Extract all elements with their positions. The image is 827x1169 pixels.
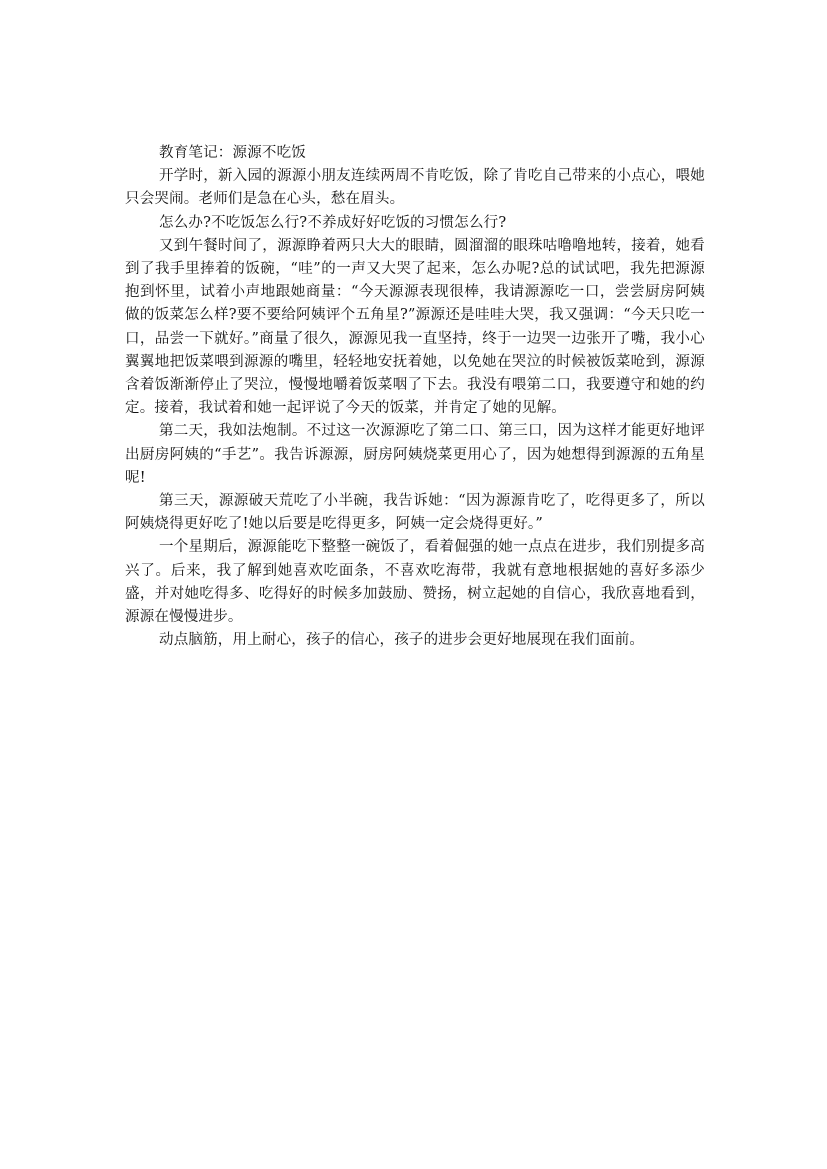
paragraph-4: 第二天，我如法炮制。不过这一次源源吃了第二口、第三口，因为这样才能更好地评出厨房阿姨的“手艺”。我告诉源源，厨房阿姨烧菜更用心了，因为她想得到源源的五角星呢! bbox=[125, 423, 705, 486]
paragraph-1: 开学时，新入园的源源小朋友连续两周不肯吃饭，除了肯吃自己带来的小点心，喂她只会哭闹。老师们是急在心头，愁在眉头。 bbox=[125, 168, 705, 208]
paragraph-5: 第三天，源源破天荒吃了小半碗，我告诉她：“因为源源肯吃了，吃得更多了，所以阿姨烧得更好吃了!她以后要是吃得更多，阿姨一定会烧得更好。” bbox=[125, 493, 705, 533]
paragraph-6: 一个星期后，源源能吃下整整一碗饭了，看着倔强的她一点点在进步，我们别提多高兴了。后来，我了解到她喜欢吃面条，不喜欢吃海带，我就有意地根据她的喜好多添少盛，并对她吃得多、吃得好的时候多加鼓励、赞扬，树立起她的自信心，我欣喜地看到，源源在慢慢进步。 bbox=[125, 539, 705, 626]
paragraph-7: 动点脑筋，用上耐心，孩子的信心，孩子的进步会更好地展现在我们面前。 bbox=[159, 632, 645, 649]
paragraph-3: 又到午餐时间了，源源睁着两只大大的眼睛，圆溜溜的眼珠咕噜噜地转，接着，她看到了我手里捧着的饭碗，“哇”的一声又大哭了起来，怎么办呢?总的试试吧，我先把源源抱到怀里，试着小声地跟她商量：“今天源源表现很棒，我请源源吃一口，尝尝厨房阿姨做的饭菜怎么样?要不要给阿姨评个五角星?”源源还是哇哇大哭，我又强调：“今天只吃一口，品尝一下就好。”商量了很久，源源见我一直坚持，终于一边哭一边张开了嘴，我小心翼翼地把饭菜喂到源源的嘴里，轻轻地安抚着她，以免她在哭泣的时候被饭菜呛到，源源含着饭渐渐停止了哭泣，慢慢地嚼着饭菜咽了下去。我没有喂第二口，我要遵守和她的约定。接着，我试着和她一起评说了今天的饭菜，并肯定了她的见解。 bbox=[125, 237, 705, 417]
paragraph-2: 怎么办?不吃饭怎么行?不养成好好吃饭的习惯怎么行? bbox=[159, 214, 507, 231]
document-title: 教育笔记：源源不吃饭 bbox=[159, 145, 306, 161]
document-body bbox=[125, 142, 705, 652]
